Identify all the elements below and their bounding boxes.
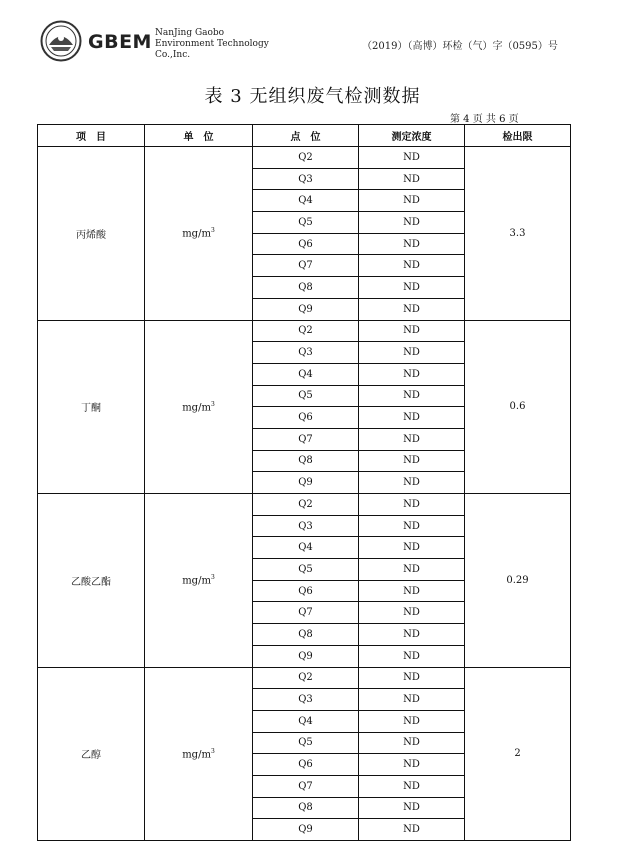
unit-superscript: 3 xyxy=(210,747,215,755)
concentration-value: ND xyxy=(359,363,465,385)
concentration-value: ND xyxy=(359,147,465,169)
concentration-value: ND xyxy=(359,277,465,299)
sampling-point: Q2 xyxy=(253,667,359,689)
sampling-point: Q3 xyxy=(253,342,359,364)
pollutant-name: 丙烯酸 xyxy=(38,147,145,321)
column-header-item: 项 目 xyxy=(38,125,145,147)
concentration-value: ND xyxy=(359,580,465,602)
sampling-point: Q2 xyxy=(253,147,359,169)
company-line: NanJing Gaobo xyxy=(155,28,225,38)
concentration-value: ND xyxy=(359,190,465,212)
concentration-value: ND xyxy=(359,212,465,234)
unit-text: mg/m xyxy=(182,748,211,760)
sampling-point: Q5 xyxy=(253,559,359,581)
sampling-point: Q2 xyxy=(253,494,359,516)
sampling-point: Q8 xyxy=(253,450,359,472)
sampling-point: Q4 xyxy=(253,710,359,732)
sampling-point: Q6 xyxy=(253,580,359,602)
concentration-value: ND xyxy=(359,819,465,841)
concentration-value: ND xyxy=(359,428,465,450)
concentration-value: ND xyxy=(359,710,465,732)
unit-text: mg/m xyxy=(182,575,211,587)
concentration-value: ND xyxy=(359,407,465,429)
sampling-point: Q5 xyxy=(253,212,359,234)
company-name xyxy=(155,28,269,61)
sampling-point: Q7 xyxy=(253,602,359,624)
unit-superscript: 3 xyxy=(210,400,215,408)
concentration-value: ND xyxy=(359,233,465,255)
table-body xyxy=(38,147,571,841)
page-indicator: 第 4 页 共 6 页 xyxy=(450,114,519,125)
sampling-point: Q4 xyxy=(253,190,359,212)
unit-superscript: 3 xyxy=(210,574,215,582)
column-header-limit: 检出限 xyxy=(465,125,571,147)
concentration-value: ND xyxy=(359,602,465,624)
detection-limit: 0.29 xyxy=(465,494,571,668)
document-number: （2019）（高博）环检（气）字（0595）号 xyxy=(362,41,558,52)
table-row xyxy=(38,667,571,689)
unit-cell xyxy=(145,667,253,841)
concentration-value: ND xyxy=(359,298,465,320)
sampling-point: Q4 xyxy=(253,537,359,559)
sampling-point: Q8 xyxy=(253,277,359,299)
sampling-point: Q7 xyxy=(253,428,359,450)
concentration-value: ND xyxy=(359,559,465,581)
concentration-value: ND xyxy=(359,472,465,494)
unit-cell xyxy=(145,147,253,321)
sampling-point: Q6 xyxy=(253,754,359,776)
brand-name: GBEM xyxy=(88,31,152,53)
sampling-point: Q6 xyxy=(253,233,359,255)
concentration-value: ND xyxy=(359,689,465,711)
concentration-value: ND xyxy=(359,537,465,559)
company-line: Co.,Inc. xyxy=(155,50,191,60)
concentration-value: ND xyxy=(359,168,465,190)
concentration-value: ND xyxy=(359,320,465,342)
column-header-point: 点 位 xyxy=(253,125,359,147)
unit-cell xyxy=(145,494,253,668)
sampling-point: Q5 xyxy=(253,385,359,407)
table-row xyxy=(38,320,571,342)
concentration-value: ND xyxy=(359,450,465,472)
sampling-point: Q8 xyxy=(253,624,359,646)
concentration-value: ND xyxy=(359,515,465,537)
page-header xyxy=(0,0,625,80)
sampling-point: Q4 xyxy=(253,363,359,385)
sampling-point: Q2 xyxy=(253,320,359,342)
table-row xyxy=(38,494,571,516)
detection-limit: 0.6 xyxy=(465,320,571,494)
pollutant-name: 丁酮 xyxy=(38,320,145,494)
concentration-value: ND xyxy=(359,797,465,819)
pollutant-name: 乙醇 xyxy=(38,667,145,841)
sampling-point: Q9 xyxy=(253,298,359,320)
concentration-value: ND xyxy=(359,255,465,277)
sampling-point: Q7 xyxy=(253,775,359,797)
concentration-value: ND xyxy=(359,624,465,646)
sampling-point: Q9 xyxy=(253,472,359,494)
sampling-point: Q9 xyxy=(253,819,359,841)
sampling-point: Q3 xyxy=(253,689,359,711)
emission-data-table xyxy=(37,124,571,841)
table-header-row xyxy=(38,125,571,147)
pollutant-name: 乙酸乙酯 xyxy=(38,494,145,668)
table-row xyxy=(38,147,571,169)
concentration-value: ND xyxy=(359,494,465,516)
concentration-value: ND xyxy=(359,667,465,689)
detection-limit: 2 xyxy=(465,667,571,841)
column-header-concentration: 测定浓度 xyxy=(359,125,465,147)
unit-cell xyxy=(145,320,253,494)
sampling-point: Q6 xyxy=(253,407,359,429)
concentration-value: ND xyxy=(359,775,465,797)
concentration-value: ND xyxy=(359,385,465,407)
unit-text: mg/m xyxy=(182,228,211,240)
sampling-point: Q3 xyxy=(253,515,359,537)
table-title: 表 3 无组织废气检测数据 xyxy=(204,86,421,107)
concentration-value: ND xyxy=(359,342,465,364)
sampling-point: Q5 xyxy=(253,732,359,754)
sampling-point: Q3 xyxy=(253,168,359,190)
company-line: Environment Technology xyxy=(155,39,269,49)
concentration-value: ND xyxy=(359,732,465,754)
concentration-value: ND xyxy=(359,645,465,667)
sampling-point: Q9 xyxy=(253,645,359,667)
column-header-unit: 单 位 xyxy=(145,125,253,147)
unit-superscript: 3 xyxy=(210,227,215,235)
unit-text: mg/m xyxy=(182,401,211,413)
sampling-point: Q7 xyxy=(253,255,359,277)
company-logo-icon xyxy=(40,20,82,62)
detection-limit: 3.3 xyxy=(465,147,571,321)
concentration-value: ND xyxy=(359,754,465,776)
sampling-point: Q8 xyxy=(253,797,359,819)
